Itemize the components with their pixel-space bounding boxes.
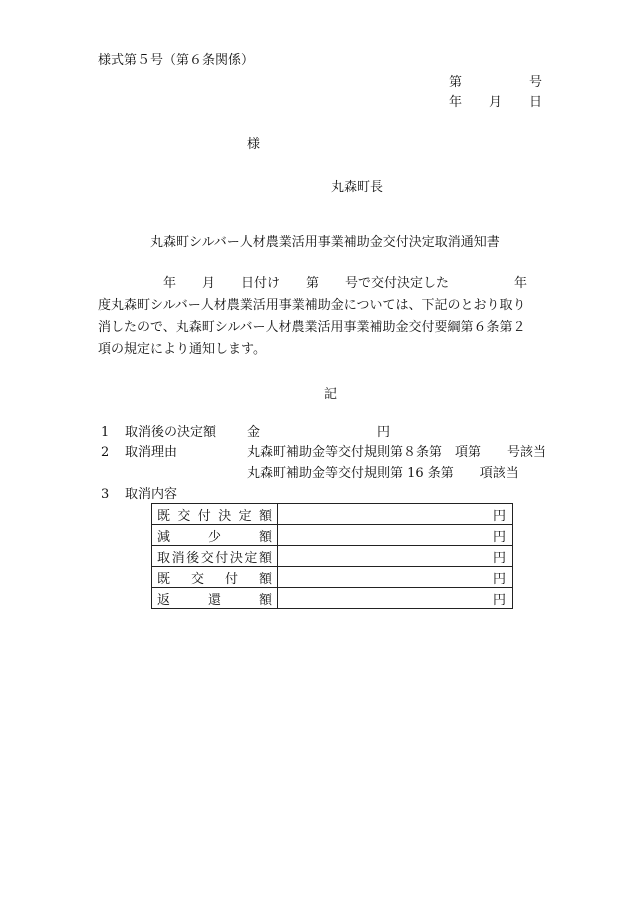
number-dai: 第: [449, 75, 463, 90]
item-2-content-2: 丸森町補助金等交付規則第 16 条第 項該当: [247, 466, 519, 481]
row-value[interactable]: 円: [278, 504, 513, 525]
date-day: 日: [529, 95, 543, 110]
row-label: 取消後交付決定額: [152, 546, 278, 567]
table-row: [152, 546, 513, 567]
row-label: 返還額: [152, 588, 278, 609]
ki-heading: 記: [324, 387, 338, 402]
row-value[interactable]: 円: [278, 567, 513, 588]
row-label: 減少額: [152, 525, 278, 546]
row-label: 既交付額: [152, 567, 278, 588]
item-3-label: 取消内容: [125, 487, 178, 502]
document-title: 丸森町シルバー人材農業活用事業補助金交付決定取消通知書: [150, 235, 500, 250]
body-paragraph: 年 月 日付け 第 号で交付決定した 年度丸森町シルバー人材農業活用事業補助金については、下記のとおり取り消したので、丸森町シルバー人材農業活用事業補助金交付要綱第６条第２項の規定により通知します。: [98, 276, 528, 357]
row-value[interactable]: 円: [278, 525, 513, 546]
row-label: 既交付決定額: [152, 504, 278, 525]
sender-name: 丸森町長: [331, 180, 384, 195]
date-year: 年: [449, 95, 463, 110]
item-3-number: 3: [101, 487, 110, 502]
item-2-number: 2: [101, 445, 110, 460]
item-2-label: 取消理由: [125, 445, 178, 460]
item-1-content: 金 円: [247, 425, 391, 440]
item-2-content: 丸森町補助金等交付規則第８条第 項第 号該当: [247, 445, 547, 460]
table-row: [152, 525, 513, 546]
table-row: [152, 567, 513, 588]
form-id: 様式第５号（第６条関係）: [98, 53, 255, 68]
row-value[interactable]: 円: [278, 546, 513, 567]
date-month: 月: [489, 95, 503, 110]
number-go: 号: [529, 75, 543, 90]
cancellation-table: [151, 503, 513, 609]
addressee-suffix: 様: [247, 137, 261, 152]
table-row: [152, 588, 513, 609]
row-value[interactable]: 円: [278, 588, 513, 609]
item-1-label: 取消後の決定額: [125, 425, 217, 440]
item-1-number: 1: [101, 425, 110, 440]
table-row: [152, 504, 513, 525]
